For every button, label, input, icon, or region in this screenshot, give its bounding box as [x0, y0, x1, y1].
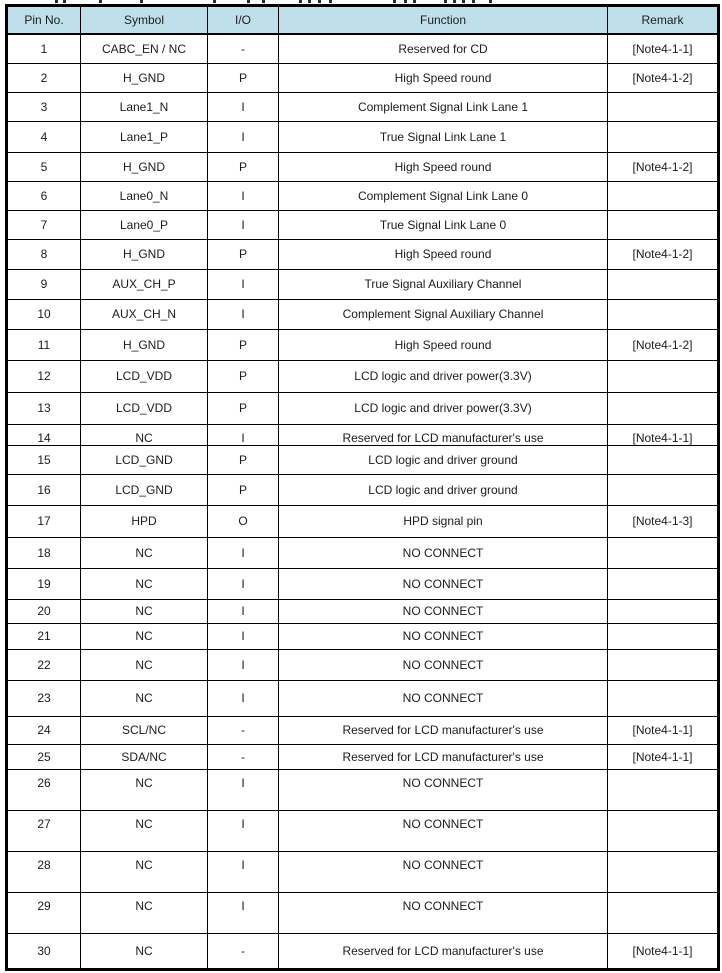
- cell-pin-no: 11: [7, 329, 81, 360]
- cell-symbol: NC: [81, 851, 208, 892]
- cell-remark: [608, 623, 719, 649]
- cell-remark: [608, 392, 719, 424]
- cell-remark: [Note4-1-3]: [608, 505, 719, 537]
- cell-symbol: CABC_EN / NC: [81, 34, 208, 63]
- cell-symbol: NC: [81, 424, 208, 445]
- header-function: Function: [279, 6, 608, 35]
- cell-function: Reserved for LCD manufacturer's use: [279, 716, 608, 744]
- cell-symbol: NC: [81, 769, 208, 810]
- clipped-glyph-fragment: [318, 0, 321, 3]
- table-row: [7, 474, 719, 505]
- cell-io: P: [208, 152, 279, 181]
- cell-pin-no: 23: [7, 680, 81, 716]
- clipped-glyph-fragment: [308, 0, 311, 3]
- cell-pin-no: 29: [7, 892, 81, 933]
- cell-io: P: [208, 474, 279, 505]
- clipped-glyph-fragment: [140, 0, 143, 3]
- cell-remark: [608, 269, 719, 299]
- cell-pin-no: 25: [7, 744, 81, 769]
- cell-symbol: NC: [81, 599, 208, 623]
- cell-function: NO CONNECT: [279, 851, 608, 892]
- cell-symbol: H_GND: [81, 239, 208, 269]
- table-row: [7, 851, 719, 892]
- cell-remark: [608, 680, 719, 716]
- cell-symbol: LCD_GND: [81, 445, 208, 474]
- cell-io: -: [208, 933, 279, 969]
- cell-io: I: [208, 851, 279, 892]
- clipped-glyph-fragment: [99, 0, 102, 3]
- cell-io: P: [208, 392, 279, 424]
- cell-remark: [608, 537, 719, 568]
- cell-io: -: [208, 34, 279, 63]
- cell-pin-no: 10: [7, 299, 81, 329]
- cell-remark: [Note4-1-1]: [608, 716, 719, 744]
- cell-remark: [Note4-1-1]: [608, 424, 719, 445]
- cell-pin-no: 28: [7, 851, 81, 892]
- cell-remark: [Note4-1-1]: [608, 744, 719, 769]
- cell-symbol: NC: [81, 537, 208, 568]
- cell-remark: [608, 445, 719, 474]
- cell-symbol: LCD_GND: [81, 474, 208, 505]
- cell-function: LCD logic and driver ground: [279, 445, 608, 474]
- cell-function: High Speed round: [279, 239, 608, 269]
- cell-io: -: [208, 744, 279, 769]
- cell-io: I: [208, 680, 279, 716]
- header-pin-no: Pin No.: [7, 6, 81, 35]
- cell-pin-no: 24: [7, 716, 81, 744]
- cell-symbol: H_GND: [81, 152, 208, 181]
- cell-remark: [608, 210, 719, 239]
- clipped-glyph-fragment: [329, 0, 332, 3]
- cell-remark: [608, 810, 719, 851]
- cell-io: I: [208, 892, 279, 933]
- cell-remark: [608, 299, 719, 329]
- table-row: [7, 63, 719, 92]
- table-row: [7, 92, 719, 121]
- cell-remark: [608, 649, 719, 680]
- cell-io: I: [208, 269, 279, 299]
- pin-table-body: [7, 34, 719, 969]
- table-row: [7, 505, 719, 537]
- cell-remark: [Note4-1-2]: [608, 152, 719, 181]
- cell-pin-no: 27: [7, 810, 81, 851]
- cell-remark: [Note4-1-2]: [608, 329, 719, 360]
- cell-pin-no: 15: [7, 445, 81, 474]
- cell-function: NO CONNECT: [279, 810, 608, 851]
- clipped-glyph-fragment: [213, 0, 216, 3]
- cell-io: I: [208, 649, 279, 680]
- table-row: [7, 210, 719, 239]
- cell-pin-no: 19: [7, 568, 81, 599]
- table-row: [7, 239, 719, 269]
- table-row: [7, 623, 719, 649]
- table-row: [7, 152, 719, 181]
- clipped-glyph-fragment: [489, 0, 492, 3]
- table-row: [7, 892, 719, 933]
- table-row: [7, 360, 719, 392]
- cell-remark: [608, 474, 719, 505]
- clipped-glyph-fragment: [299, 0, 302, 3]
- table-row: [7, 744, 719, 769]
- cell-pin-no: 4: [7, 121, 81, 152]
- cell-function: Reserved for CD: [279, 34, 608, 63]
- cell-io: P: [208, 360, 279, 392]
- cell-remark: [608, 599, 719, 623]
- cell-io: I: [208, 769, 279, 810]
- cell-io: P: [208, 63, 279, 92]
- cell-io: I: [208, 623, 279, 649]
- cell-function: High Speed round: [279, 152, 608, 181]
- cell-io: P: [208, 445, 279, 474]
- table-row: [7, 769, 719, 810]
- cell-function: LCD logic and driver power(3.3V): [279, 392, 608, 424]
- cell-symbol: Lane0_P: [81, 210, 208, 239]
- cell-function: NO CONNECT: [279, 623, 608, 649]
- cell-function: Reserved for LCD manufacturer's use: [279, 424, 608, 445]
- table-row: [7, 329, 719, 360]
- cell-pin-no: 12: [7, 360, 81, 392]
- cell-symbol: AUX_CH_P: [81, 269, 208, 299]
- cell-function: NO CONNECT: [279, 649, 608, 680]
- clipped-glyph-fragment: [247, 0, 250, 3]
- clipped-glyph-fragment: [444, 0, 447, 3]
- cell-io: I: [208, 181, 279, 210]
- cell-io: P: [208, 239, 279, 269]
- table-row: [7, 424, 719, 445]
- cell-io: I: [208, 121, 279, 152]
- cell-function: High Speed round: [279, 63, 608, 92]
- table-row: [7, 649, 719, 680]
- cell-io: O: [208, 505, 279, 537]
- cell-pin-no: 2: [7, 63, 81, 92]
- cell-io: -: [208, 716, 279, 744]
- cell-remark: [608, 181, 719, 210]
- cell-function: True Signal Auxiliary Channel: [279, 269, 608, 299]
- table-row: [7, 537, 719, 568]
- cell-pin-no: 14: [7, 424, 81, 445]
- cell-io: I: [208, 810, 279, 851]
- cell-pin-no: 21: [7, 623, 81, 649]
- cell-remark: [608, 92, 719, 121]
- cell-pin-no: 22: [7, 649, 81, 680]
- cell-function: True Signal Link Lane 0: [279, 210, 608, 239]
- cell-symbol: SCL/NC: [81, 716, 208, 744]
- cell-function: Complement Signal Auxiliary Channel: [279, 299, 608, 329]
- table-row: [7, 269, 719, 299]
- clipped-glyph-fragment: [472, 0, 475, 3]
- cell-function: NO CONNECT: [279, 680, 608, 716]
- cell-io: P: [208, 329, 279, 360]
- cell-pin-no: 20: [7, 599, 81, 623]
- cell-symbol: NC: [81, 810, 208, 851]
- cell-function: NO CONNECT: [279, 769, 608, 810]
- table-row: [7, 933, 719, 969]
- cell-symbol: H_GND: [81, 329, 208, 360]
- clipped-glyph-fragment: [393, 0, 396, 3]
- cell-symbol: LCD_VDD: [81, 392, 208, 424]
- cell-function: NO CONNECT: [279, 537, 608, 568]
- cell-io: I: [208, 424, 279, 445]
- cell-pin-no: 6: [7, 181, 81, 210]
- cell-io: I: [208, 210, 279, 239]
- clipped-glyph-fragment: [462, 0, 465, 3]
- cell-function: True Signal Link Lane 1: [279, 121, 608, 152]
- cell-symbol: SDA/NC: [81, 744, 208, 769]
- table-row: [7, 34, 719, 63]
- cell-io: I: [208, 92, 279, 121]
- cell-remark: [608, 121, 719, 152]
- cell-symbol: Lane1_P: [81, 121, 208, 152]
- cell-remark: [Note4-1-1]: [608, 34, 719, 63]
- cell-io: I: [208, 599, 279, 623]
- cell-symbol: NC: [81, 568, 208, 599]
- cell-pin-no: 9: [7, 269, 81, 299]
- cell-io: I: [208, 568, 279, 599]
- cell-pin-no: 13: [7, 392, 81, 424]
- table-row: [7, 299, 719, 329]
- cell-function: Reserved for LCD manufacturer's use: [279, 744, 608, 769]
- table-row: [7, 810, 719, 851]
- cell-function: NO CONNECT: [279, 892, 608, 933]
- cell-io: I: [208, 537, 279, 568]
- cell-remark: [608, 568, 719, 599]
- cell-symbol: LCD_VDD: [81, 360, 208, 392]
- cell-symbol: NC: [81, 933, 208, 969]
- table-row: [7, 121, 719, 152]
- cell-pin-no: 18: [7, 537, 81, 568]
- cell-function: Complement Signal Link Lane 1: [279, 92, 608, 121]
- cell-remark: [608, 360, 719, 392]
- table-row: [7, 599, 719, 623]
- header-symbol: Symbol: [81, 6, 208, 35]
- cell-remark: [608, 851, 719, 892]
- cell-remark: [608, 769, 719, 810]
- cell-function: LCD logic and driver power(3.3V): [279, 360, 608, 392]
- header-row: [7, 6, 719, 35]
- cell-pin-no: 8: [7, 239, 81, 269]
- cell-io: I: [208, 299, 279, 329]
- cell-symbol: Lane0_N: [81, 181, 208, 210]
- table-row: [7, 392, 719, 424]
- table-row: [7, 568, 719, 599]
- clipped-glyph-fragment: [413, 0, 416, 3]
- table-header: [7, 6, 719, 35]
- clipped-glyph-fragment: [55, 0, 58, 3]
- cell-function: High Speed round: [279, 329, 608, 360]
- cell-pin-no: 16: [7, 474, 81, 505]
- cell-symbol: NC: [81, 892, 208, 933]
- cell-function: LCD logic and driver ground: [279, 474, 608, 505]
- cell-pin-no: 3: [7, 92, 81, 121]
- pin-assignment-table: [5, 4, 720, 971]
- cell-symbol: HPD: [81, 505, 208, 537]
- cell-pin-no: 17: [7, 505, 81, 537]
- cell-remark: [608, 892, 719, 933]
- table-row: [7, 716, 719, 744]
- cell-pin-no: 5: [7, 152, 81, 181]
- cell-function: NO CONNECT: [279, 599, 608, 623]
- cell-function: Reserved for LCD manufacturer's use: [279, 933, 608, 969]
- cell-pin-no: 30: [7, 933, 81, 969]
- cell-function: NO CONNECT: [279, 568, 608, 599]
- table-row: [7, 680, 719, 716]
- cell-symbol: NC: [81, 649, 208, 680]
- header-io: I/O: [208, 6, 279, 35]
- cell-remark: [Note4-1-2]: [608, 63, 719, 92]
- clipped-glyph-fragment: [63, 0, 66, 3]
- cell-function: Complement Signal Link Lane 0: [279, 181, 608, 210]
- cell-symbol: H_GND: [81, 63, 208, 92]
- cell-symbol: Lane1_N: [81, 92, 208, 121]
- cell-symbol: NC: [81, 680, 208, 716]
- clipped-glyph-fragment: [262, 0, 265, 3]
- cell-remark: [Note4-1-2]: [608, 239, 719, 269]
- cell-pin-no: 26: [7, 769, 81, 810]
- cell-pin-no: 7: [7, 210, 81, 239]
- cell-symbol: AUX_CH_N: [81, 299, 208, 329]
- cell-symbol: NC: [81, 623, 208, 649]
- cell-remark: [Note4-1-1]: [608, 933, 719, 969]
- clipped-glyph-fragment: [404, 0, 407, 3]
- table-row: [7, 181, 719, 210]
- cell-pin-no: 1: [7, 34, 81, 63]
- header-remark: Remark: [608, 6, 719, 35]
- table-row: [7, 445, 719, 474]
- clipped-glyph-fragment: [453, 0, 456, 3]
- cell-function: HPD signal pin: [279, 505, 608, 537]
